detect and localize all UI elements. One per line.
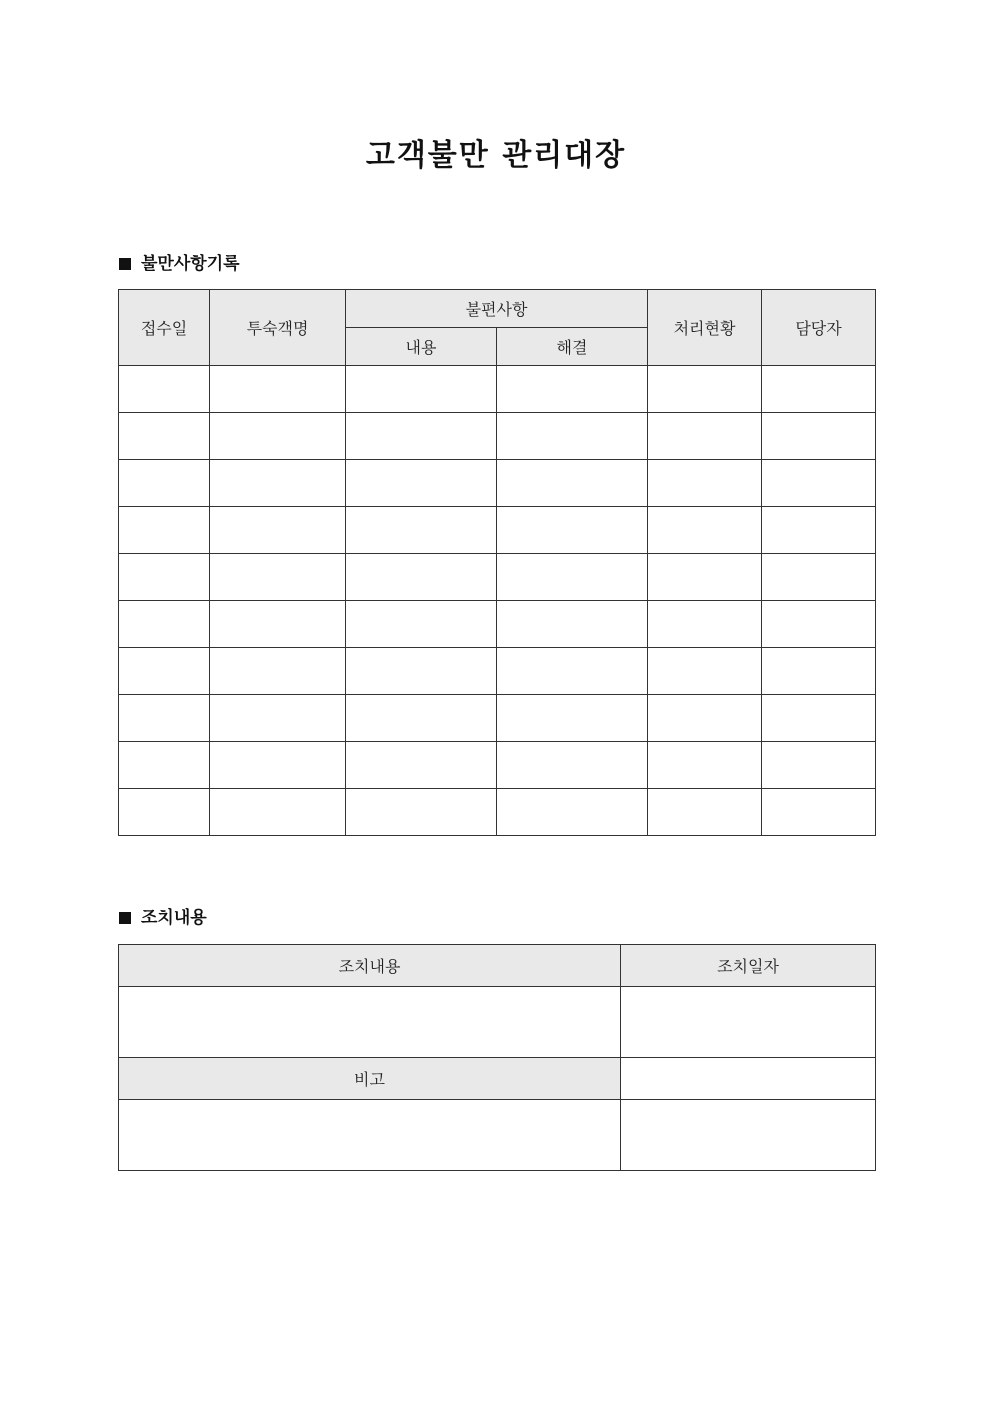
table-row <box>119 648 876 695</box>
header-action-content: 조치내용 <box>119 945 621 987</box>
cell-content[interactable] <box>346 789 497 836</box>
cell-resolution[interactable] <box>497 648 648 695</box>
cell-receipt-date[interactable] <box>119 366 210 413</box>
cell-content[interactable] <box>346 460 497 507</box>
cell-receipt-date[interactable] <box>119 789 210 836</box>
cell-customer-name[interactable] <box>210 366 346 413</box>
cell-receipt-date[interactable] <box>119 554 210 601</box>
cell-resolution[interactable] <box>497 366 648 413</box>
action-content-cell[interactable] <box>119 987 621 1058</box>
cell-resolution[interactable] <box>497 554 648 601</box>
cell-customer-name[interactable] <box>210 460 346 507</box>
cell-resolution[interactable] <box>497 413 648 460</box>
cell-content[interactable] <box>346 366 497 413</box>
action-heading <box>119 906 207 930</box>
cell-manager[interactable] <box>762 601 876 648</box>
header-status: 처리현황 <box>648 290 762 366</box>
cell-status[interactable] <box>648 695 762 742</box>
remarks-cell[interactable] <box>119 1100 621 1171</box>
header-manager: 담당자 <box>762 290 876 366</box>
action-table <box>118 944 876 1171</box>
cell-resolution[interactable] <box>497 601 648 648</box>
action-heading-label: 조치내용 <box>141 908 207 928</box>
cell-customer-name[interactable] <box>210 554 346 601</box>
action-date-cell[interactable] <box>621 987 876 1058</box>
cell-customer-name[interactable] <box>210 601 346 648</box>
table-row <box>119 742 876 789</box>
cell-customer-name[interactable] <box>210 789 346 836</box>
table-row <box>119 460 876 507</box>
cell-content[interactable] <box>346 554 497 601</box>
cell-status[interactable] <box>648 507 762 554</box>
cell-content[interactable] <box>346 695 497 742</box>
cell-receipt-date[interactable] <box>119 507 210 554</box>
cell-customer-name[interactable] <box>210 648 346 695</box>
header-resolution: 해결 <box>497 328 648 366</box>
cell-manager[interactable] <box>762 366 876 413</box>
cell-resolution[interactable] <box>497 742 648 789</box>
header-receipt-date: 접수일 <box>119 290 210 366</box>
complaint-record-table <box>118 289 876 836</box>
header-inconvenience: 불편사항 <box>346 290 648 328</box>
cell-manager[interactable] <box>762 507 876 554</box>
cell-manager[interactable] <box>762 789 876 836</box>
header-content: 내용 <box>346 328 497 366</box>
header-action-date: 조치일자 <box>621 945 876 987</box>
cell-receipt-date[interactable] <box>119 601 210 648</box>
complaint-record-heading-label: 불만사항기록 <box>141 254 240 274</box>
cell-content[interactable] <box>346 413 497 460</box>
remarks-side-cell[interactable] <box>621 1058 876 1100</box>
cell-manager[interactable] <box>762 460 876 507</box>
cell-status[interactable] <box>648 460 762 507</box>
cell-content[interactable] <box>346 648 497 695</box>
cell-manager[interactable] <box>762 554 876 601</box>
table-row <box>119 507 876 554</box>
cell-status[interactable] <box>648 554 762 601</box>
cell-receipt-date[interactable] <box>119 695 210 742</box>
remarks-date-cell[interactable] <box>621 1100 876 1171</box>
cell-customer-name[interactable] <box>210 507 346 554</box>
cell-resolution[interactable] <box>497 789 648 836</box>
cell-customer-name[interactable] <box>210 695 346 742</box>
cell-manager[interactable] <box>762 695 876 742</box>
table-row <box>119 554 876 601</box>
cell-content[interactable] <box>346 742 497 789</box>
cell-status[interactable] <box>648 366 762 413</box>
cell-status[interactable] <box>648 789 762 836</box>
header-remarks: 비고 <box>119 1058 621 1100</box>
cell-status[interactable] <box>648 648 762 695</box>
cell-status[interactable] <box>648 413 762 460</box>
cell-content[interactable] <box>346 507 497 554</box>
cell-receipt-date[interactable] <box>119 742 210 789</box>
cell-manager[interactable] <box>762 648 876 695</box>
cell-receipt-date[interactable] <box>119 460 210 507</box>
cell-status[interactable] <box>648 601 762 648</box>
cell-manager[interactable] <box>762 742 876 789</box>
cell-resolution[interactable] <box>497 507 648 554</box>
cell-receipt-date[interactable] <box>119 413 210 460</box>
table-row <box>119 366 876 413</box>
cell-customer-name[interactable] <box>210 742 346 789</box>
cell-content[interactable] <box>346 601 497 648</box>
cell-customer-name[interactable] <box>210 413 346 460</box>
table-row <box>119 695 876 742</box>
cell-status[interactable] <box>648 742 762 789</box>
document-title: 고객불만 관리대장 <box>365 138 627 173</box>
header-customer-name: 투숙객명 <box>210 290 346 366</box>
table-row <box>119 601 876 648</box>
cell-resolution[interactable] <box>497 460 648 507</box>
table-row <box>119 789 876 836</box>
table-row <box>119 413 876 460</box>
complaint-record-heading <box>119 252 240 276</box>
square-bullet-icon <box>119 912 131 924</box>
cell-manager[interactable] <box>762 413 876 460</box>
square-bullet-icon <box>119 258 131 270</box>
cell-receipt-date[interactable] <box>119 648 210 695</box>
cell-resolution[interactable] <box>497 695 648 742</box>
